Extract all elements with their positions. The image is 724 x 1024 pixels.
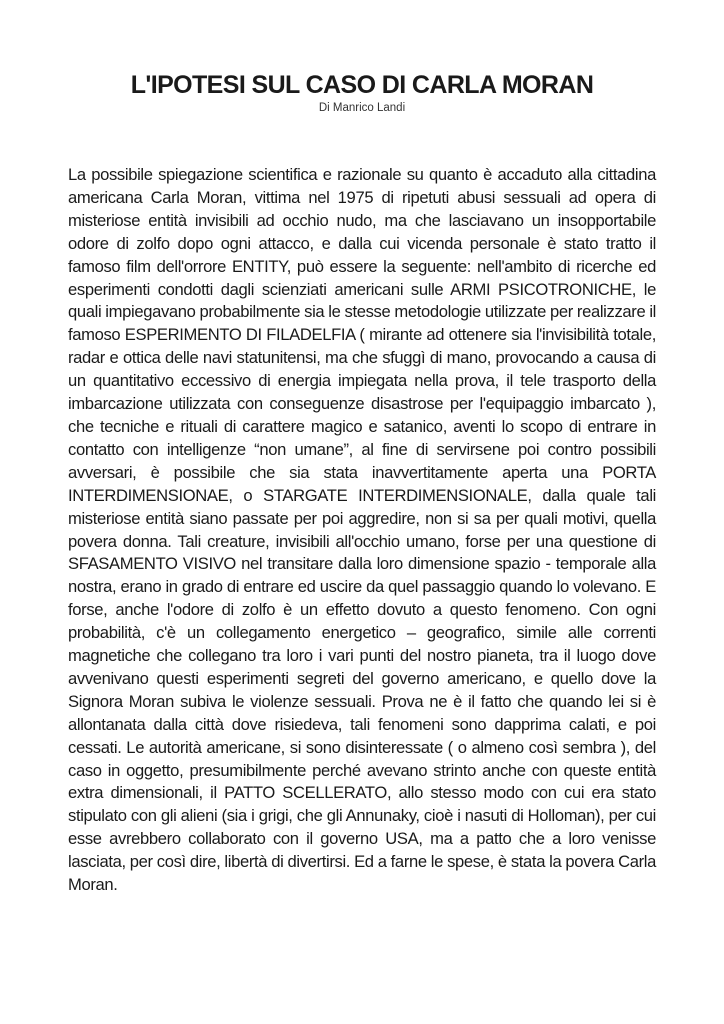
author-byline: Di Manrico Landi [318, 102, 406, 114]
body-paragraph: La possibile spiegazione scientifica e razionale su quanto è accaduto alla cittadina americana Carla Moran, vittima nel 1975 di ripetuti abusi sessuali ad opera di misteriose entità invisibili ad occhio nudo, ma che lasciavano un insopportabile odore di zolfo dopo ogni attacco, e dalla cui vicenda personale è stato tratto il famoso film dell'orrore ENTITY, può essere la seguente: nell'ambito di ricerche ed esperimenti condotti dagli scienziati americani sulle ARMI PSICOTRONICHE, le quali impiegavano probabilmente sia le stesse metodologie utilizzate per realizzare il famoso ESPERIMENTO DI FILADELFIA ( mirante ad ottenere sia l'invisibilità totale, radar e ottica delle navi statunitensi, ma che sfuggì di mano, provocando a causa di un quantitativo eccessivo di energia impiegata nella prova, il tele trasporto della imbarcazione utilizzata con conseguenze disastrose per l'equipaggio imbarcato ), che tecniche e rituali di carattere magico e satanico, aventi lo scopo di entrare in contatto con intelligenze “non umane”, al fine di servirsene poi contro possibili avversari, è possibile che sia stata inavvertitamente aperta una PORTA INTERDIMENSIONAE, o STARGATE INTERDIMENSIONALE, dalla quale tali misteriose entità siano passate per poi aggredire, non si sa per quali motivi, quella povera donna. Tali creature, invisibili all'occhio umano, forse per una questione di SFASAMENTO VISIVO nel transitare dalla loro dimensione spazio - temporale alla nostra, erano in grado di entrare ed uscire da quel passaggio quando lo volevano. E forse, anche l'odore di zolfo è un effetto dovuto a questo fenomeno. Con ogni probabilità, c'è un collegamento energetico – geografico, simile alle correnti magnetiche che collegano tra loro i vari punti del nostro pianeta, tra il luogo dove avvenivano questi esperimenti segreti del governo americano, e quello dove la Signora Moran subiva le violenze sessuali. Prova ne è il fatto che quando lei si è allontanata dalla città dove risiedeva, tali fenomeni sono dapprima calati, e poi cessati. Le autorità americane, si sono disinteressate ( o almeno così sembra ), del caso in oggetto, presumibilmente perché avevano strinto anche con queste entità extra dimensionali, il PATTO SCELLERATO, allo stesso modo con cui era stato stipulato con gli alieni (sia i grigi, che gli Annunaky, cioè i nasuti di Holloman), per cui esse avrebbero collaborato con il governo USA, ma a patto che a loro venisse lasciata, per così dire, libertà di divertirsi. Ed a farne le spese, è stata la povera Carla Moran. [68, 165, 656, 895]
page-title: L'IPOTESI SUL CASO DI CARLA MORAN [130, 71, 594, 99]
